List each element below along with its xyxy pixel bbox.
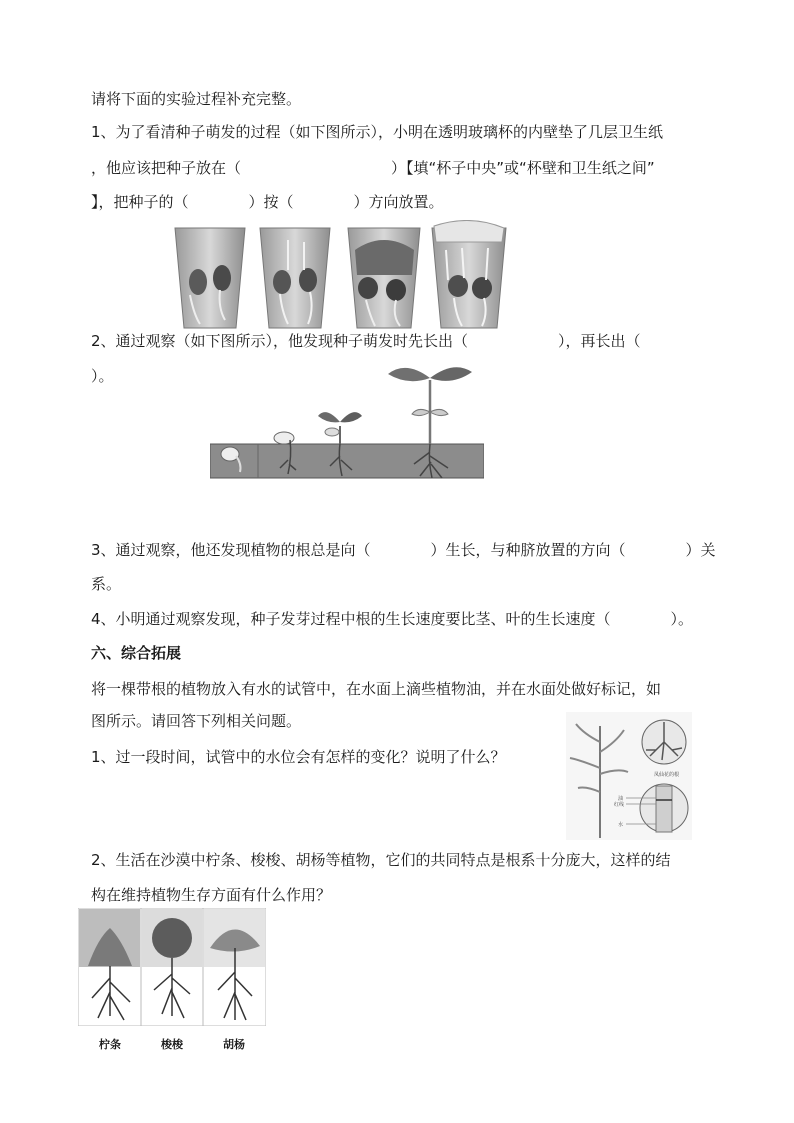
test-tube-figure [566, 712, 692, 840]
seed-cups-figure [170, 220, 515, 332]
seed-cups-illustration [170, 220, 515, 332]
instruction-text: 请将下面的实验过程补充完整。 [91, 90, 302, 108]
section-6-q2-line2: 构在维持植物生存方面有什么作用？ [91, 886, 332, 904]
q1-line3: 】，把种子的（ ）按（ ）方向放置。 [91, 193, 444, 211]
section-6-intro-line2: 图所示。请回答下列相关问题。 [91, 712, 302, 730]
germination-illustration [210, 360, 484, 480]
plant-caption-ningtiao: 柠条 [99, 1038, 121, 1051]
q1-line2: ，他应该把种子放在（ ）【填“杯子中央”或“杯壁和卫生纸之间” [91, 159, 655, 177]
root-closeup [642, 720, 686, 764]
cup-3 [348, 228, 420, 328]
section-6-q2-line1: 2、生活在沙漠中柠条、梭梭、胡杨等植物，它们的共同特点是根系十分庞大，这样的结 [91, 851, 671, 869]
plant-caption-suosuo: 梭梭 [161, 1038, 183, 1051]
cup-2 [260, 228, 330, 328]
desert-plants-figure [78, 908, 266, 1026]
q2-line2: ）。 [91, 367, 114, 385]
section-6-q1: 1、过一段时间，试管中的水位会有怎样的变化？说明了什么？ [91, 748, 506, 766]
q4-text: 4、小明通过观察发现，种子发芽过程中根的生长速度要比茎、叶的生长速度（ ）。 [91, 610, 694, 628]
q1-line1: 1、为了看清种子萌发的过程（如下图所示），小明在透明玻璃杯的内壁垫了几层卫生纸 [91, 123, 664, 141]
cup-4 [432, 220, 506, 328]
oil-label: 油 [618, 796, 624, 802]
test-tube-illustration [566, 712, 692, 840]
section-6-intro-line1: 将一棵带根的植物放入有水的试管中，在水面上滴些植物油，并在水面处做好标记，如 [91, 680, 662, 698]
germination-stages-figure [210, 360, 484, 480]
desert-plants-illustration [78, 908, 266, 1026]
section-6-heading: 六、综合拓展 [91, 644, 182, 662]
q3-line1: 3、通过观察，他还发现植物的根总是向（ ）生长，与种脐放置的方向（ ）关 [91, 541, 716, 559]
water-label: 水 [618, 822, 624, 828]
plant-caption-huyang: 胡杨 [223, 1038, 245, 1051]
root-label: 凤仙花的根 [654, 772, 680, 778]
q3-line2: 系。 [91, 575, 122, 593]
cup-1 [175, 228, 245, 328]
red-line-label: 红线 [614, 802, 625, 808]
q2-line1: 2、通过观察（如下图所示），他发现种子萌发时先长出（ ），再长出（ [91, 332, 641, 350]
